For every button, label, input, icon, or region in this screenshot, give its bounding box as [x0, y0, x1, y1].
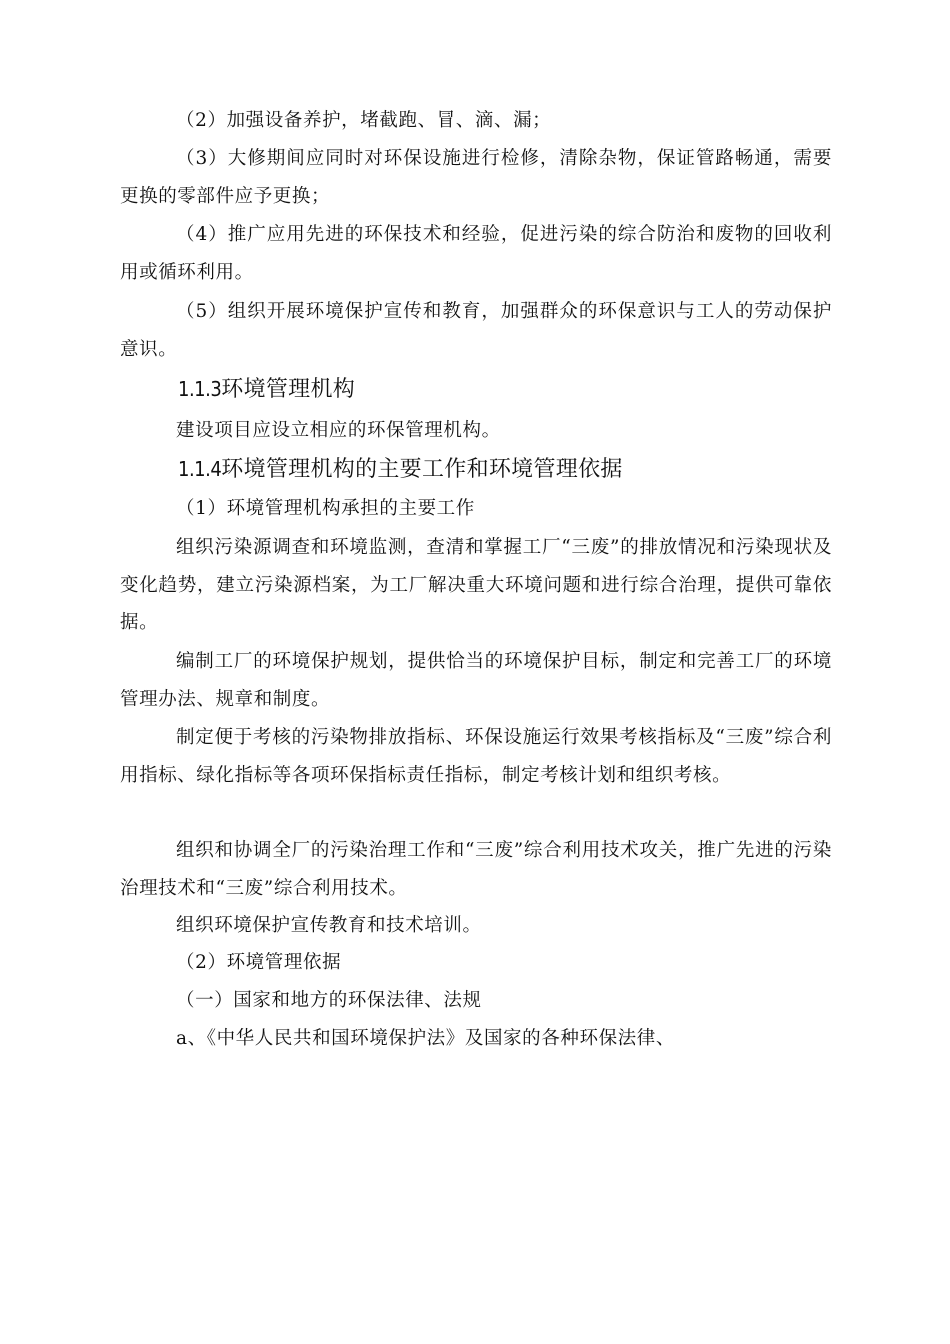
paragraph-maintenance: （2）加强设备养护，堵截跑、冒、滴、漏； — [176, 110, 552, 131]
paragraph-overhaul: （3）大修期间应同时对环保设施进行检修，清除杂物，保证管路畅通，需要更换的零部件应予更换； — [120, 148, 832, 207]
paragraph-coordination: 组织和协调全厂的污染治理工作和“三废”综合利用技术攻关，推广先进的污染治理技术和“三废”综合利用技术。 — [120, 840, 832, 899]
section-heading-1-1-3 — [178, 371, 838, 408]
paragraph-laws-title: （一）国家和地方的环保法律、法规 — [176, 990, 482, 1011]
paragraph-training: 组织环境保护宣传教育和技术培训。 — [176, 915, 482, 936]
paragraph-pollution-survey: 组织污染源调查和环境监测，查清和掌握工厂“三废”的排放情况和污染现状及变化趋势，建立污染源档案，为工厂解决重大环境问题和进行综合治理，提供可靠依据。 — [120, 537, 832, 633]
paragraph-env-protection-law: a、《中华人民共和国环境保护法》及国家的各种环保法律、 — [176, 1028, 675, 1049]
paragraph-advanced-tech: （4）推广应用先进的环保技术和经验，促进污染的综合防治和废物的回收利用或循环利用。 — [120, 224, 832, 283]
section-title: 环境管理机构 — [221, 377, 356, 402]
section-title: 环境管理机构的主要工作和环境管理依据 — [221, 457, 623, 482]
paragraph-basis-title: （2）环境管理依据 — [176, 952, 342, 973]
paragraph-planning: 编制工厂的环境保护规划，提供恰当的环境保护目标，制定和完善工厂的环境管理办法、规章和制度。 — [120, 651, 832, 710]
paragraph-main-work-title: （1）环境管理机构承担的主要工作 — [176, 498, 475, 519]
section-number: 1.1.3 — [178, 377, 222, 401]
paragraph-indicators: 制定便于考核的污染物排放指标、环保设施运行效果考核指标及“三废”综合利用指标、绿化指标等各项环保指标责任指标，制定考核计划和组织考核。 — [120, 727, 832, 786]
paragraph-setup-agency: 建设项目应设立相应的环保管理机构。 — [176, 420, 501, 441]
section-heading-1-1-4 — [178, 451, 838, 488]
paragraph-publicity: （5）组织开展环境保护宣传和教育，加强群众的环保意识与工人的劳动保护意识。 — [120, 301, 832, 360]
section-number: 1.1.4 — [178, 457, 222, 481]
